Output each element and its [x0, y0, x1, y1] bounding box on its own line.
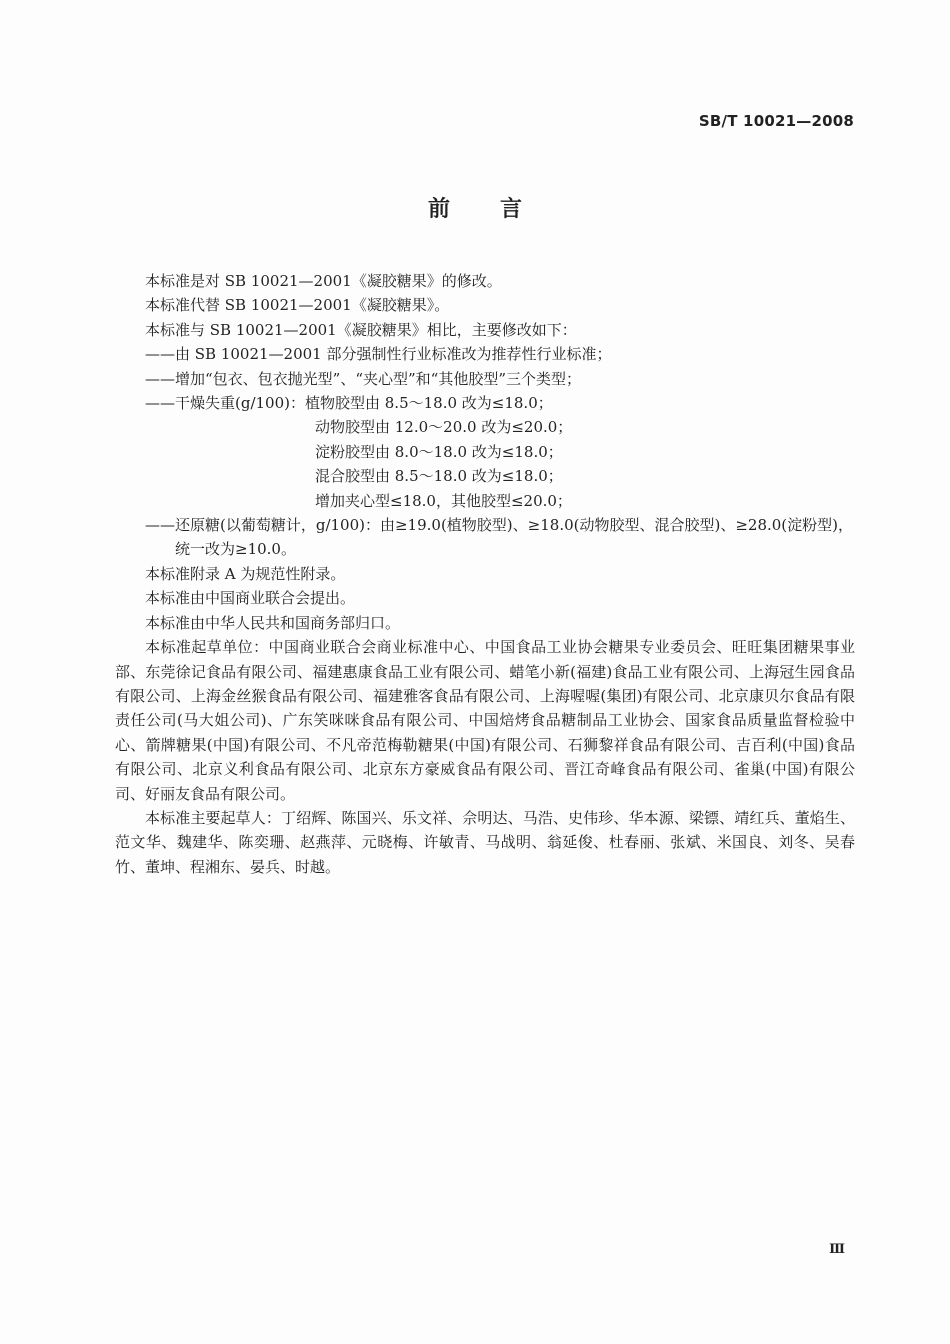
change-subitem: 动物胶型由 12.0～20.0 改为≤20.0；: [315, 418, 573, 437]
drafters-paragraph: 本标准主要起草人：丁绍辉、陈国兴、乐文祥、佘明达、马浩、史伟珍、华本源、梁镖、靖红兵、董焰生、范文华、魏建华、陈奕珊、赵燕萍、元晓梅、许敏青、马战明、翁延俊、杜春丽、张斌、米国良、刘冬、吴春竹、董坤、程湘东、晏兵、时越。: [115, 808, 855, 876]
change-subitem: 混合胶型由 8.5～18.0 改为≤18.0；: [315, 467, 563, 486]
paragraph: 本标准与 SB 10021—2001《凝胶糖果》相比，主要修改如下：: [145, 320, 577, 339]
change-subitem: 增加夹心型≤18.0，其他胶型≤20.0；: [315, 491, 572, 510]
page-number: Ⅲ: [829, 1242, 845, 1257]
paragraph: 本标准由中华人民共和国商务部归口。: [145, 613, 401, 632]
change-item: ——干燥失重(g/100)：植物胶型由 8.5～18.0 改为≤18.0；: [145, 394, 553, 413]
foreword-body: [115, 269, 855, 879]
paragraph: 本标准附录 A 为规范性附录。: [145, 564, 346, 583]
paragraph: 本标准由中国商业联合会提出。: [145, 589, 356, 608]
change-item: ——增加“包衣、包衣抛光型”、“夹心型”和“其他胶型”三个类型；: [145, 369, 582, 388]
drafting-units-paragraph: 本标准起草单位：中国商业联合会商业标准中心、中国食品工业协会糖果专业委员会、旺旺集团糖果事业部、东莞徐记食品有限公司、福建惠康食品工业有限公司、蜡笔小新(福建)食品工业有限公司、上海冠生园食品有限公司、上海金丝猴食品有限公司、福建雅客食品有限公司、上海喔喔(集团)有限公司、北京康贝尔食品有限责任公司(马大姐公司)、广东笑咪咪食品有限公司、中国焙烤食品糖制品工业协会、国家食品质量监督检验中心、箭牌糖果(中国)有限公司、不凡帝范梅勒糖果(中国)有限公司、石狮黎祥食品有限公司、吉百利(中国)食品有限公司、北京义利食品有限公司、北京东方豪威食品有限公司、晋江奇峰食品有限公司、雀巢(中国)有限公司、好丽友食品有限公司。: [115, 638, 855, 803]
paragraph: 本标准是对 SB 10021—2001《凝胶糖果》的修改。: [145, 272, 502, 290]
change-item: ——由 SB 10021—2001 部分强制性行业标准改为推荐性行业标准；: [145, 345, 612, 364]
change-item: ——还原糖(以葡萄糖计，g/100)：由≥19.0(植物胶型)、≥18.0(动物胶型、混合胶型)、≥28.0(淀粉型)，统一改为≥10.0。: [145, 516, 854, 559]
change-subitem: 淀粉胶型由 8.0～18.0 改为≤18.0；: [315, 442, 563, 461]
page-title: 前言: [427, 197, 572, 222]
paragraph: 本标准代替 SB 10021—2001《凝胶糖果》。: [145, 296, 450, 315]
standard-code: SB/T 10021—2008: [698, 112, 854, 130]
